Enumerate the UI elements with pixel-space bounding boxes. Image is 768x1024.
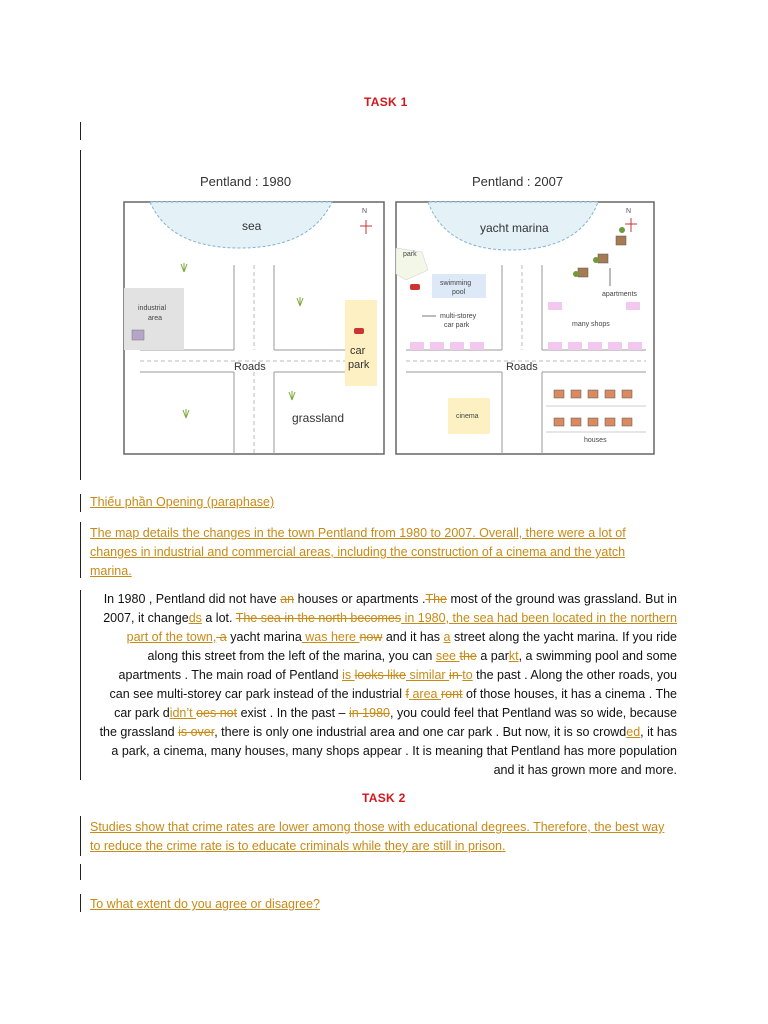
missing-opening-note: Thiếu phần Opening (paraphase): [90, 495, 275, 509]
industrial-label: industrial: [138, 305, 167, 312]
essay-line: the grassland is over, there is only one industrial area and one car park . But now, it is so crowded, it has: [99, 725, 677, 739]
essay-line: In 1980 , Pentland did not have an houses or apartments .The most of the ground was grassland. But in: [103, 592, 677, 606]
car-icon-2007: [410, 284, 420, 290]
essay-line: can see multi-storey car park instead of the industrial f area ront of those houses, it has a cinema . The: [109, 687, 677, 701]
margin-bar: [80, 494, 81, 512]
pool-label: swimming: [440, 280, 472, 287]
svg-text:area: area: [148, 315, 163, 322]
overview-paragraph: [90, 524, 690, 581]
map-2007: [396, 174, 654, 454]
essay-line: apartments . The main road of Pentland is looks like similar in to the past . Along the other roads, you: [118, 668, 677, 682]
overview-line: changes in industrial and commercial areas, including the construction of a cinema and the yatch: [90, 545, 626, 559]
svg-text:N: N: [626, 208, 632, 215]
shops-label: many shops: [572, 321, 610, 328]
roads-label-2007: Roads: [506, 361, 538, 373]
margin-bar: [80, 894, 81, 912]
roads-label: Roads: [234, 361, 266, 373]
map-1980: [124, 174, 384, 454]
essay-line: and it has grown more and more.: [493, 763, 677, 777]
svg-text:park: park: [348, 359, 370, 371]
cinema-label: cinema: [456, 413, 479, 420]
car-icon: [354, 328, 364, 334]
svg-text:N: N: [362, 208, 368, 215]
apartments-label: apartments: [602, 291, 638, 298]
map-1980-title: Pentland : 1980: [200, 174, 292, 189]
essay-line: part of the town, a yacht marina was here now and it has a street along the yacht marina. If you ride: [126, 630, 677, 644]
sea-label: sea: [242, 219, 262, 233]
essay-paragraph: [77, 590, 677, 780]
margin-bar: [80, 150, 81, 480]
marina-label: yacht marina: [480, 221, 549, 235]
margin-bar: [80, 864, 81, 880]
prompt-line: Studies show that crime rates are lower among those with educational degrees. Therefore, the best way: [90, 820, 665, 834]
margin-bar: [80, 122, 81, 140]
task1-heading: TASK 1: [364, 95, 408, 109]
task2-heading: TASK 2: [362, 791, 406, 805]
task2-question: To what extent do you agree or disagree?: [90, 897, 321, 911]
overview-line: marina.: [90, 564, 132, 578]
car-park-area: [345, 300, 377, 386]
task2-prompt: [90, 818, 710, 856]
essay-line: along this street from the left of the marina, you can see the a parkt, a swimming pool and some: [147, 649, 677, 663]
overview-line: The map details the changes in the town Pentland from 1980 to 2007. Overall, there were a lot of: [90, 526, 626, 540]
essay-line: 2007, it changeds a lot. The sea in the north becomes in 1980, the sea had been located in the northern: [103, 611, 677, 625]
houses-label: houses: [584, 437, 607, 444]
svg-text:car: car: [350, 345, 366, 357]
svg-text:pool: pool: [452, 289, 466, 296]
factory-icon: [132, 330, 144, 340]
grassland-label: grassland: [292, 411, 345, 425]
margin-bar: [80, 816, 81, 856]
map-2007-title: Pentland : 2007: [472, 174, 564, 189]
essay-line: a park, a cinema, many houses, many shops appear . It is meaning that Pentland has more population: [111, 744, 677, 758]
margin-bar: [80, 522, 81, 578]
park-label: park: [403, 251, 417, 258]
map-figure: [110, 160, 670, 470]
svg-text:car park: car park: [444, 322, 470, 329]
prompt-line: to reduce the crime rate is to educate criminals while they are still in prison.: [90, 839, 506, 853]
essay-line: car park didn’t oes not exist . In the past – in 1980, you could feel that Pentland was so wide, because: [114, 706, 677, 720]
mscp-label: multi-storey: [440, 313, 477, 320]
